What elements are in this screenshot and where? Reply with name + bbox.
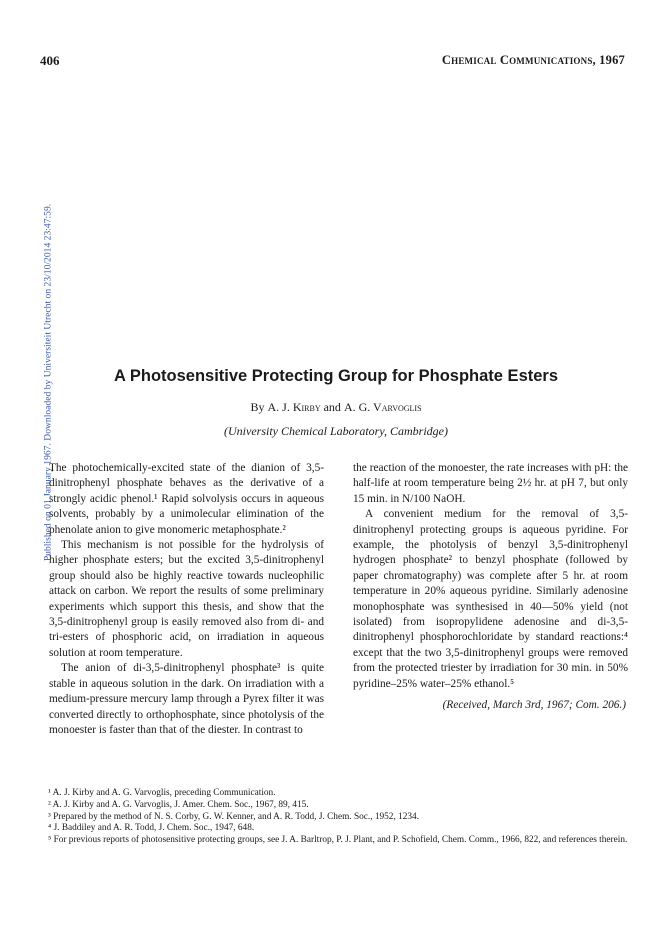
journal-header: Chemical Communications, 1967 [441,53,625,67]
footnotes [40,788,630,847]
footnote-4: ⁴ J. Baddiley and A. R. Todd, J. Chem. Soc., 1947, 648. [48,823,255,834]
paragraph: The photochemically-excited state of the dianion of 3,5-dinitrophenyl phosphate behaves as the derivative of a strongly acidic phenol.¹ Rapid solvolysis occurs in aqueous solvents, probably by a unimolecular elimination of the phenolate anion to give monomeric metaphosphate.² [49,462,324,536]
footnote-5: ⁵ For previous reports of photosensitive protecting groups, see J. A. Barltrop, P. J. Plant, and P. Schofield, Chem. Comm., 1966, 822, and references therein. [48,835,628,846]
paragraph: The anion of di-3,5-dinitrophenyl phosphate³ is quite stable in aqueous solution in the dark. On irradiation with a medium-pressure mercury lamp through a Pyrex filter it was converted directly to orthophosphate, since photolysis of the monoester is faster than that of the diester. In contrast to [49,662,324,736]
affiliation: (University Chemical Laboratory, Cambridge) [224,424,448,438]
left-column [49,461,324,738]
author-2: A. G. Varvoglis [343,400,422,414]
received-note: (Received, March 3rd, 1967; Com. 206.) [442,699,626,711]
article-title: A Photosensitive Protecting Group for Phosphate Esters [113,367,559,385]
publication-info-link[interactable]: Published on 01 January 1967. Downloaded by Universiteit Utrecht on 23/10/2014 23:47:59. [42,203,54,562]
paragraph: This mechanism is not possible for the hydrolysis of higher phosphate esters; but the excited 3,5-dinitrophenyl group should also be highly reactive towards nucleophilic attack on carbon. We report the results of some preliminary experiments which support this thesis, and show that the 3,5-dinitrophenyl group is easily removed also from di- and tri-esters of phosphoric acid, on irradiation in aqueous solution at room temperature. [49,539,324,659]
paragraph: the reaction of the monoester, the rate increases with pH: the half-life at room temperature being 2½ hr. at pH 7, but only 15 min. in N/100 NaOH. [353,462,628,505]
author-line [0,400,672,415]
footnote-3: ³ Prepared by the method of N. S. Corby, G. W. Kenner, and A. R. Todd, J. Chem. Soc., 1952, 1234. [48,811,420,822]
footnote-1: ¹ A. J. Kirby and A. G. Varvoglis, preceding Communication. [48,788,276,798]
paragraph: A convenient medium for the removal of 3,5-dinitrophenyl protecting groups is aqueous pyridine. For example, the photolysis of benzyl 3,5-dinitrophenyl hydrogen phosphate² to benzyl phosphate (followed by paper chromatography) was complete after 5 hr. at room temperature in 20% aqueous pyridine. Similarly adenosine monophosphate was synthesised in 40—50% yield (not isolated) from isopropylidene adenosine and di-3,5-dinitrophenyl phosphorochloridate by standard reactions:⁴ except that the two 3,5-dinitrophenyl groups were removed from the protected triester by irradiation for 30 min. in 50% pyridine–25% water–25% ethanol.⁵ [353,508,628,690]
right-column [353,461,628,692]
author-1: A. J. Kirby [267,400,321,414]
page-number: 406 [40,53,60,68]
authors-and: and [323,400,341,414]
footnote-2: ² A. J. Kirby and A. G. Varvoglis, J. Amer. Chem. Soc., 1967, 89, 415. [48,799,309,810]
authors-prefix: By [250,400,265,414]
